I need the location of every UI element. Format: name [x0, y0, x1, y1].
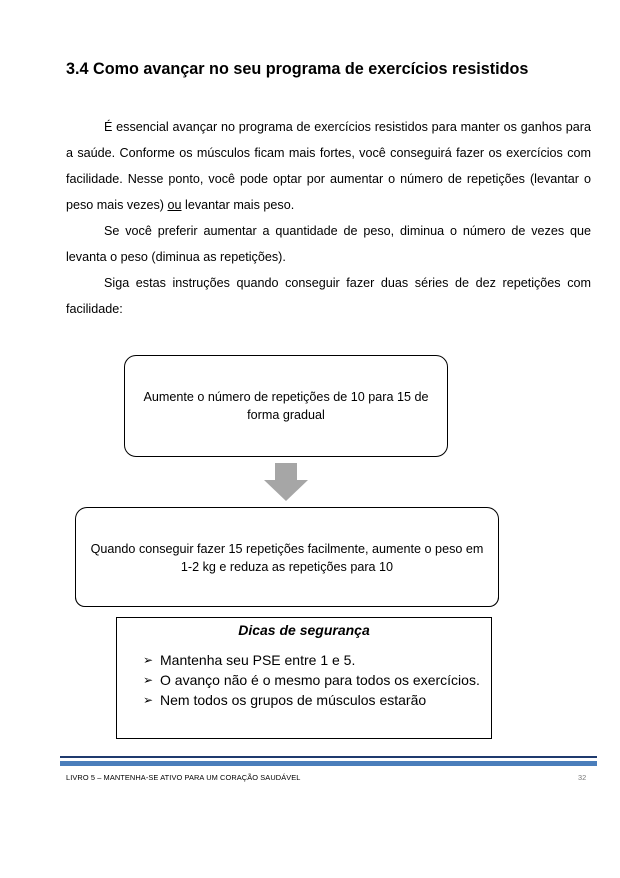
- flow-step-2: [75, 507, 499, 607]
- safety-tips-box: [116, 617, 492, 739]
- underlined-word: ou: [167, 198, 182, 212]
- arrow-bullet-icon: ➢: [143, 653, 154, 667]
- flow-step-2-bottom-edge: [75, 596, 499, 607]
- list-item: [143, 650, 491, 670]
- flow-step-1: [124, 355, 448, 457]
- list-item-text: Nem todos os grupos de músculos estarão: [160, 692, 427, 708]
- paragraph-2: Se você preferir aumentar a quantidade de peso, diminua o número de vezes que levanta o peso (diminua as repetições).: [66, 224, 591, 264]
- arrow-bullet-icon: ➢: [143, 673, 154, 687]
- paragraph-3: Siga estas instruções quando conseguir fazer duas séries de dez repetições com facilidade:: [66, 276, 591, 316]
- arrow-bullet-icon: ➢: [143, 693, 154, 707]
- footer-rule-thin: [60, 756, 597, 758]
- list-item-text: Mantenha seu PSE entre 1 e 5.: [160, 652, 356, 668]
- list-item: [143, 670, 491, 690]
- body-text: [66, 114, 591, 322]
- safety-tips-title: Dicas de segurança: [238, 622, 370, 638]
- footer-rule-thick: [60, 761, 597, 766]
- down-arrow-icon: [264, 463, 308, 501]
- flow-step-2-text: Quando conseguir fazer 15 repetições facilmente, aumente o peso em 1-2 kg e reduza as repetições para 10: [90, 541, 484, 574]
- section-heading: 3.4 Como avançar no seu programa de exercícios resistidos: [66, 60, 529, 78]
- paragraph-1-text: É essencial avançar no programa de exercícios resistidos para manter os ganhos para a saúde. Conforme os músculos ficam mais fortes, você conseguirá fazer os exercícios com facilidade. Nesse ponto, você pode optar por aumentar o número de repetições (levantar o peso mais vezes): [66, 120, 591, 212]
- footer-book-title: LIVRO 5 – MANTENHA-SE ATIVO PARA UM CORAÇÃO SAUDÁVEL: [66, 773, 301, 782]
- list-item-text: O avanço não é o mesmo para todos os exercícios.: [160, 672, 480, 688]
- list-item: [143, 690, 491, 710]
- paragraph-1: [66, 114, 591, 218]
- flow-step-1-text: Aumente o número de repetições de 10 para 15 de forma gradual: [143, 390, 429, 422]
- safety-tips-list: [117, 650, 491, 710]
- page-number: 32: [578, 773, 587, 782]
- paragraph-1-end: levantar mais peso.: [181, 198, 295, 212]
- down-arrow-shape: [264, 463, 308, 501]
